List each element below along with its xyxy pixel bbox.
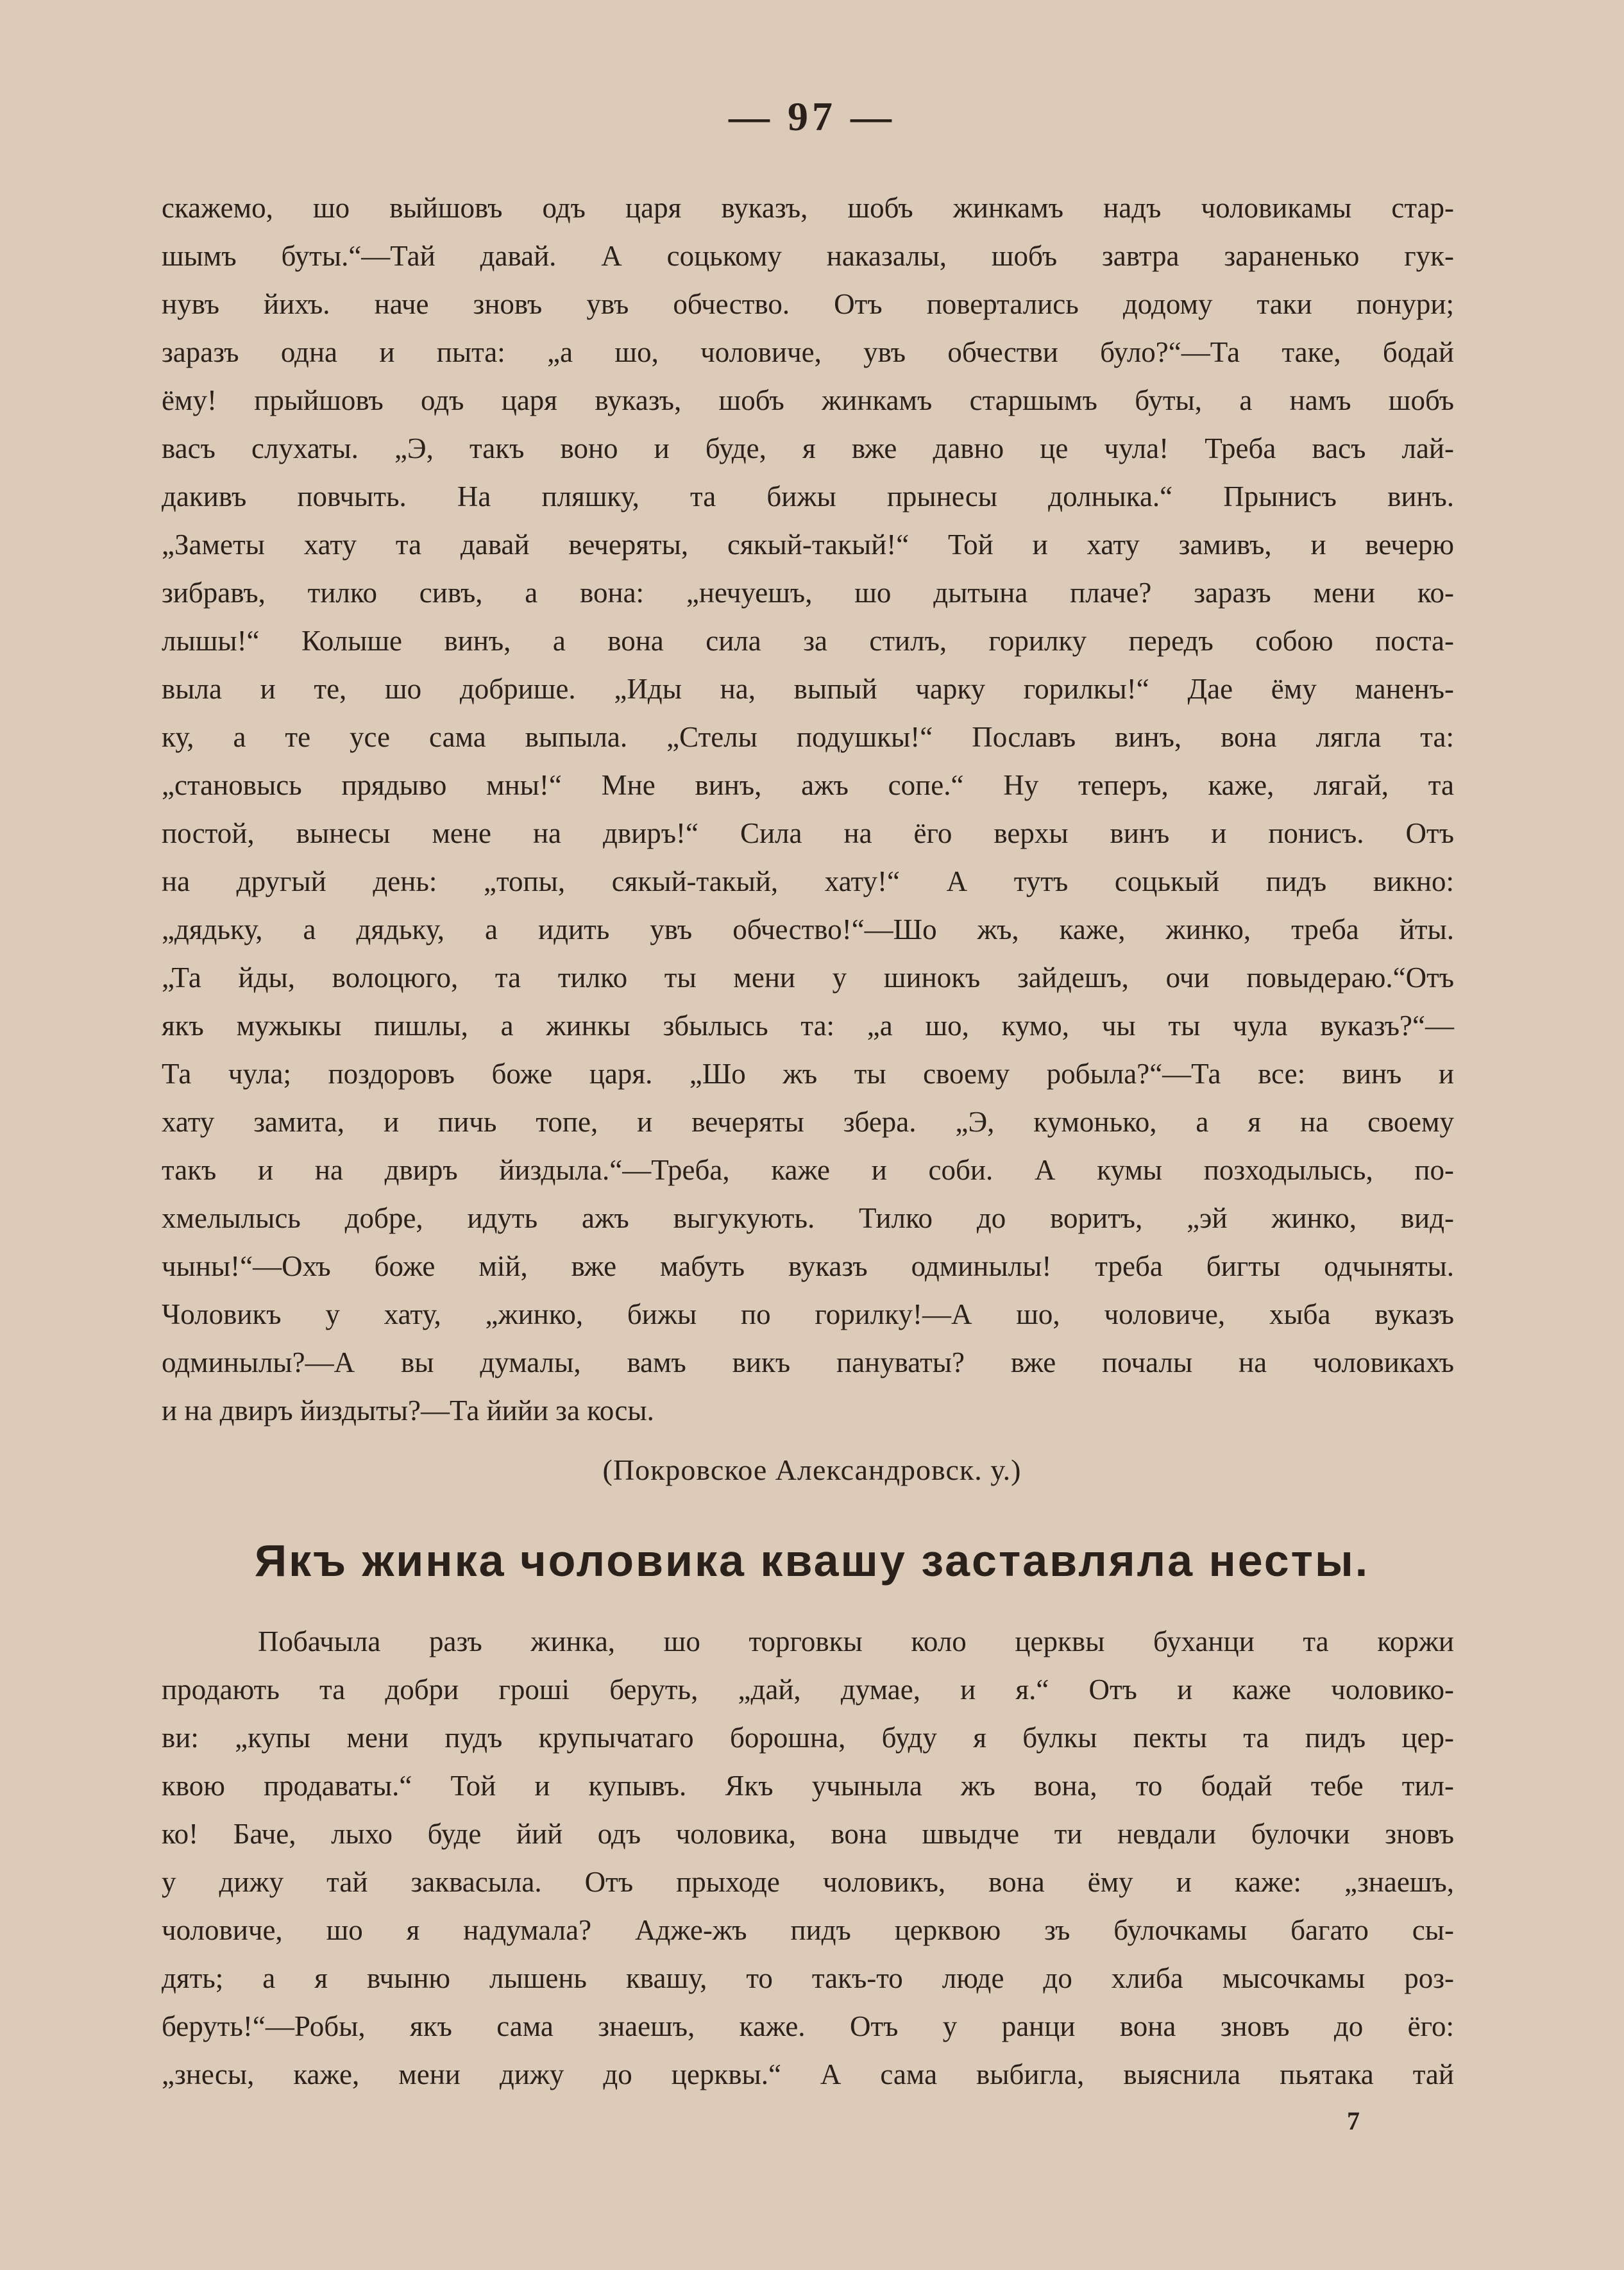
text-line: чоловиче, шо я надумала? Адже-жъ пидъ церквою зъ булочкамы багато сы- — [162, 1914, 1454, 1946]
text-line: хмелылысь добре, идуть ажъ выгукують. Тилко до воритъ, „эй жинко, вид- — [162, 1202, 1454, 1234]
section-title: Якъ жинка чоловика квашу заставляла несты. — [254, 1536, 1370, 1586]
text-line: „знесы, каже, мени дижу до церквы.“ А сама выбигла, выяснила пьятака тай — [162, 2058, 1454, 2090]
text-line: одминылы?—А вы думалы, вамъ викъ пануваты? вже почалы на чоловикахъ — [162, 1346, 1454, 1378]
text-line: выла и те, шо добрише. „Иды на, выпый чарку горилкы!“ Дае ёму маненъ- — [162, 673, 1454, 705]
text-line: „дядьку, а дядьку, а идить увъ обчество!“—Шо жъ, каже, жинко, треба йты. — [162, 913, 1454, 945]
text-line: Побачыла разъ жинка, шо торговкы коло церквы буханци та коржи — [258, 1625, 1454, 1657]
paragraph-2 — [162, 1618, 1454, 2099]
text-line: квою продаваты.“ Той и купывъ. Якъ учыныла жъ вона, то бодай тебе тил- — [162, 1770, 1454, 1802]
text-line: якъ мужыкы пишлы, а жинкы збылысь та: „а шо, кумо, чы ты чула вуказъ?“— — [162, 1010, 1454, 1042]
text-line: „становысь прядыво мны!“ Мне винъ, ажъ сопе.“ Ну теперъ, каже, лягай, та — [162, 769, 1454, 801]
text-line: и на двиръ йиздыты?—Та йийи за косы. — [162, 1394, 654, 1427]
text-line: продають та добри грошi беруть, „дай, думае, и я.“ Отъ и каже чоловико- — [162, 1673, 1454, 1706]
text-line: „Заметы хату та давай вечеряты, сякый-такый!“ Той и хату замивъ, и вечерю — [162, 529, 1454, 561]
text-line: беруть!“—Робы, якъ сама знаешъ, каже. Отъ у ранци вона зновъ до ёго: — [162, 2010, 1454, 2042]
text-line: „Та йды, волоцюго, та тилко ты мени у шинокъ зайдешъ, очи повыдераю.“Отъ — [162, 961, 1454, 994]
text-line: нувъ йихъ. наче зновъ увъ обчество. Отъ повертались додому таки понури; — [162, 288, 1454, 320]
text-line: дять; а я вчыню лышень квашу, то такъ-то люде до хлиба мысочкамы роз- — [162, 1962, 1454, 1994]
text-line: ёму! прыйшовъ одъ царя вуказъ, шобъ жинкамъ старшымъ буты, а намъ шобъ — [162, 384, 1454, 416]
text-line: на другый день: „топы, сякый-такый, хату!“ А тутъ соцькый пидъ викно: — [162, 865, 1454, 897]
source-note: (Покровское Александровск. у.) — [602, 1453, 1022, 1486]
text-line: Чоловикъ у хату, „жинко, бижы по горилку!—А шо, чоловиче, хыба вуказъ — [162, 1298, 1454, 1330]
signature-mark: 7 — [1347, 2106, 1360, 2135]
text-line: ви: „купы мени пудъ крупычатаго борошна, буду я булкы пекты та пидъ цер- — [162, 1722, 1454, 1754]
paragraph-1 — [162, 184, 1454, 1435]
text-line: у дижу тай заквасыла. Отъ прыходе чоловикъ, вона ёму и каже: „знаешъ, — [162, 1866, 1454, 1898]
text-line: лышы!“ Колыше винъ, а вона сила за стилъ, горилку передъ собою поста- — [162, 625, 1454, 657]
text-line: ку, а те усе сама выпыла. „Стелы подушкы!“ Пославъ винъ, вона лягла та: — [162, 721, 1454, 753]
text-line: чыны!“—Охъ боже мій, вже мабуть вуказъ одминылы! треба бигты одчыняты. — [162, 1250, 1454, 1282]
text-line: Та чула; поздоровъ боже царя. „Шо жъ ты своему робыла?“—Та все: винъ и — [162, 1058, 1454, 1090]
text-line: васъ слухаты. „Э, такъ воно и буде, я вже давно це чула! Треба васъ лай- — [162, 432, 1454, 464]
page-number: — 97 — — [729, 94, 895, 139]
text-line: дакивъ повчыть. На пляшку, та бижы прынесы долныка.“ Прынисъ винъ. — [162, 480, 1454, 512]
text-line: постой, вынесы мене на двиръ!“ Сила на ёго верхы винъ и понисъ. Отъ — [162, 817, 1454, 849]
text-line: ко! Баче, лыхо буде йий одъ чоловика, вона швыдче ти невдали булочки зновъ — [162, 1818, 1454, 1850]
text-line: такъ и на двиръ йиздыла.“—Треба, каже и соби. А кумы позходылысь, по- — [162, 1154, 1454, 1186]
text-line: хату замита, и пичь топе, и вечеряты збера. „Э, кумонько, а я на своему — [162, 1106, 1454, 1138]
text-line: шымъ буты.“—Тай давай. А соцькому наказалы, шобъ завтра зараненько гук- — [162, 240, 1454, 272]
text-line: зибравъ, тилко сивъ, а вона: „нечуешъ, шо дытына плаче? заразъ мени ко- — [162, 577, 1454, 609]
text-line: скажемо, шо выйшовъ одъ царя вуказъ, шобъ жинкамъ надъ чоловикамы стар- — [162, 192, 1454, 224]
text-line: заразъ одна и пыта: „а шо, чоловиче, увъ обчестви було?“—Та таке, бодай — [162, 336, 1454, 368]
